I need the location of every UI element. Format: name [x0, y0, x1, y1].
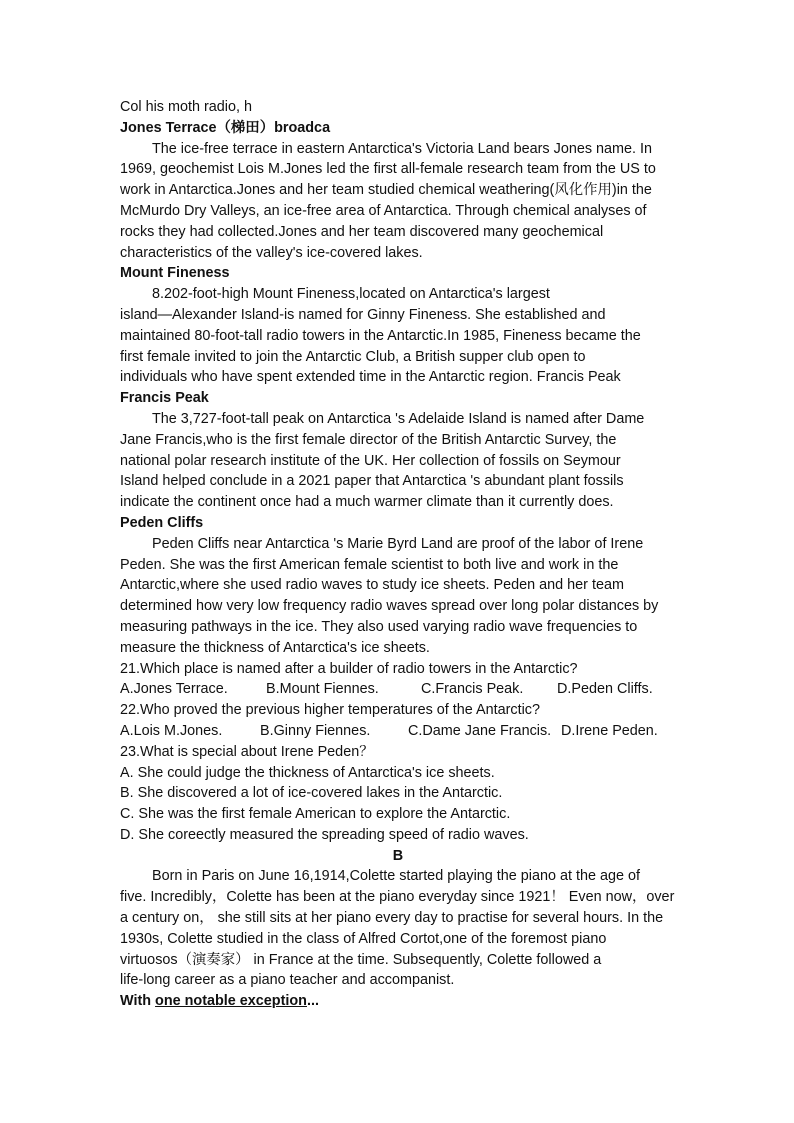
text-line: individuals who have spent extended time in the Antarctic region. Francis Peak — [120, 369, 621, 386]
subheading-prefix: With — [120, 993, 156, 1010]
text-line: island—Alexander Island-is named for Ginny Fineness. She established and — [120, 306, 606, 323]
option-c: C.Francis Peak. — [421, 681, 524, 698]
question-21-options — [120, 679, 676, 700]
question-22-stem: 22.Who proved the previous higher temperatures of the Antarctic? — [120, 702, 540, 719]
text-line: 1930s, Colette studied in the class of Alfred Cortot,one of the foremost piano — [120, 930, 607, 947]
subheading-exception — [120, 991, 676, 1012]
text-line: work in Antarctica.Jones and her team studied chemical weathering(风化作用)in the — [120, 182, 652, 199]
option-b: B.Mount Fiennes. — [266, 681, 379, 698]
question-23-stem: 23.What is special about Irene Peden？ — [120, 743, 374, 760]
text-line: first female invited to join the Antarctic Club, a British supper club open to — [120, 348, 586, 365]
option-a: A. She could judge the thickness of Antarctica's ice sheets. — [120, 764, 495, 781]
option-d: D.Irene Peden. — [561, 722, 658, 739]
text-line: determined how very low frequency radio waves spread over long polar distances by — [120, 598, 659, 615]
option-c: C. She was the first female American to explore the Antarctic. — [120, 806, 511, 823]
text-line: life-long career as a piano teacher and accompanist. — [120, 972, 455, 989]
text-line: Antarctic,where she used radio waves to study ice sheets. Peden and her team — [120, 577, 624, 594]
document-body — [120, 97, 676, 1012]
text-line: Peden Cliffs near Antarctica 's Marie Byrd Land are proof of the labor of Irene — [152, 535, 644, 552]
text-line: Peden. She was the first American female scientist to both live and work in the — [120, 556, 619, 573]
text-line: measure the thickness of Antarctica's ice sheets. — [120, 639, 430, 656]
text-line: a century on， she still sits at her piano every day to practise for several hours. In the — [120, 910, 664, 927]
text-line: characteristics of the valley's ice-covered lakes. — [120, 244, 423, 261]
subheading-suffix: ... — [306, 993, 319, 1010]
text-line: Island helped conclude in a 2021 paper that Antarctica 's abundant plant fossils — [120, 473, 624, 490]
text-line: national polar research institute of the UK. Her collection of fossils on Seymour — [120, 452, 621, 469]
heading-peden-cliffs: Peden Cliffs — [120, 514, 204, 531]
text-line: Born in Paris on June 16,1914,Colette started playing the piano at the age of — [152, 868, 641, 885]
option-a: A.Jones Terrace. — [120, 681, 228, 698]
section-b-label: B — [392, 847, 404, 864]
option-d: D.Peden Cliffs. — [557, 681, 653, 698]
text-line: maintained 80-foot-tall radio towers in the Antarctic.In 1985, Fineness became the — [120, 327, 641, 344]
underlined-phrase: one notable exception — [155, 993, 307, 1010]
text-line: virtuosos（演奏家） in France at the time. Subsequently, Colette followed a — [120, 951, 602, 968]
text-line: 1969, geochemist Lois M.Jones led the first all-female research team from the US to — [120, 161, 656, 178]
text-line: McMurdo Dry Valleys, an ice-free area of Antarctica. Through chemical analyses of — [120, 202, 647, 219]
text-line: 8.202-foot-high Mount Fineness,located on Antarctica's largest — [152, 286, 550, 303]
text-line: rocks they had collected.Jones and her team discovered many geochemical — [120, 223, 604, 240]
option-b: B.Ginny Fiennes. — [260, 722, 371, 739]
heading-jones-terrace: Jones Terrace（梯田）broadca — [120, 119, 331, 136]
option-b: B. She discovered a lot of ice-covered lakes in the Antarctic. — [120, 785, 503, 802]
text-line: indicate the continent once had a much warmer climate than it currently does. — [120, 494, 614, 511]
text-line: The ice-free terrace in eastern Antarctica's Victoria Land bears Jones name. In — [152, 140, 653, 157]
text-line: five. Incredibly，Colette has been at the piano everyday since 1921！ Even now，over — [120, 889, 675, 906]
text-line: measuring pathways in the ice. They also used varying radio wave frequencies to — [120, 618, 638, 635]
question-21-stem: 21.Which place is named after a builder of radio towers in the Antarctic? — [120, 660, 578, 677]
option-a: A.Lois M.Jones. — [120, 722, 223, 739]
option-d: D. She coreectly measured the spreading speed of radio waves. — [120, 826, 529, 843]
heading-francis-peak: Francis Peak — [120, 390, 209, 407]
question-22-options — [120, 721, 676, 742]
option-c: C.Dame Jane Francis. — [408, 722, 552, 739]
text-line: Jane Francis,who is the first female director of the British Antarctic Survey, the — [120, 431, 617, 448]
top-fragment: Col his moth radio, h — [120, 99, 252, 115]
text-line: The 3,727-foot-tall peak on Antarctica 's Adelaide Island is named after Dame — [152, 410, 645, 427]
heading-mount-fineness: Mount Fineness — [120, 265, 230, 282]
